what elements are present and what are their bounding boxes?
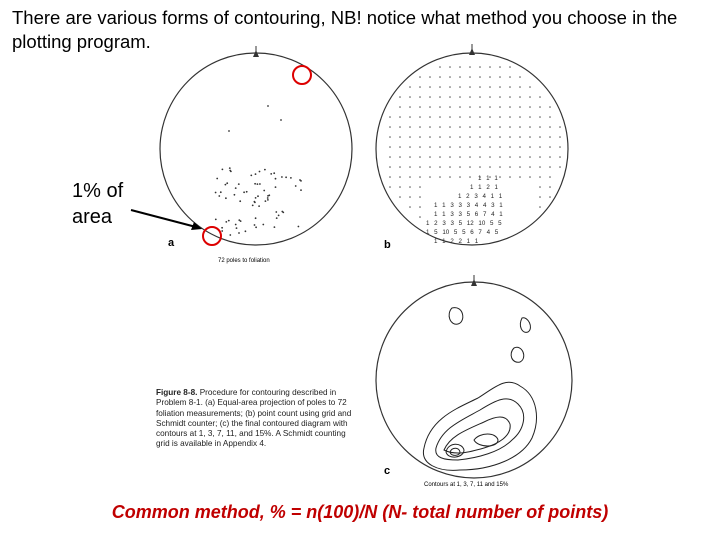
pole-point: [276, 217, 278, 219]
grid-dot: [519, 136, 521, 138]
pole-point: [216, 178, 218, 180]
grid-dot: [409, 176, 411, 178]
grid-dot: [539, 156, 541, 158]
grid-dot: [509, 66, 511, 68]
pole-point: [275, 186, 277, 188]
panel-a-letter: a: [168, 237, 175, 249]
pole-point: [254, 224, 256, 226]
grid-dot: [479, 116, 481, 118]
pole-point: [273, 172, 275, 174]
pole-point: [238, 183, 240, 185]
grid-dot: [389, 156, 391, 158]
grid-dot: [509, 136, 511, 138]
grid-dot: [559, 126, 561, 128]
grid-dot: [419, 186, 421, 188]
grid-dot: [399, 186, 401, 188]
pole-point: [218, 195, 220, 197]
grid-dot: [539, 126, 541, 128]
grid-dot: [499, 66, 501, 68]
grid-dot: [519, 116, 521, 118]
grid-dot: [469, 166, 471, 168]
grid-dot: [519, 76, 521, 78]
pole-point: [252, 205, 254, 207]
grid-dot: [509, 146, 511, 148]
grid-dot: [469, 126, 471, 128]
caption-title: Figure 8-8.: [156, 388, 198, 397]
grid-dot: [439, 116, 441, 118]
grid-dot: [469, 76, 471, 78]
pole-point: [267, 105, 269, 107]
grid-dot: [509, 176, 511, 178]
pole-point: [226, 182, 228, 184]
grid-dot: [549, 186, 551, 188]
pole-point: [228, 220, 230, 222]
grid-dot: [449, 156, 451, 158]
pole-point: [257, 195, 259, 197]
grid-dot: [539, 106, 541, 108]
grid-dot: [559, 166, 561, 168]
pole-point: [259, 183, 261, 185]
grid-dot: [429, 156, 431, 158]
grid-dot: [429, 76, 431, 78]
grid-dot: [399, 116, 401, 118]
pole-point: [257, 183, 259, 185]
grid-dot: [499, 126, 501, 128]
callout-line-1: 1% of: [72, 180, 124, 202]
grid-dot: [519, 156, 521, 158]
grid-dot: [409, 166, 411, 168]
grid-dot: [389, 146, 391, 148]
grid-dot: [409, 146, 411, 148]
grid-dot: [409, 106, 411, 108]
grid-dot: [529, 166, 531, 168]
grid-dot: [439, 76, 441, 78]
grid-dot: [559, 146, 561, 148]
grid-dot: [489, 76, 491, 78]
grid-dot: [549, 136, 551, 138]
grid-dot: [489, 156, 491, 158]
grid-dot: [439, 126, 441, 128]
grid-dot: [549, 196, 551, 198]
pole-point: [246, 191, 248, 193]
grid-dot: [549, 156, 551, 158]
pole-point: [300, 189, 302, 191]
grid-dot: [529, 126, 531, 128]
grid-dot: [429, 96, 431, 98]
grid-dot: [479, 106, 481, 108]
grid-dot: [509, 86, 511, 88]
grid-dot: [409, 116, 411, 118]
grid-dot: [449, 66, 451, 68]
count-row: 1 1 2 1: [470, 184, 498, 191]
grid-dot: [489, 166, 491, 168]
grid-dot: [499, 166, 501, 168]
grid-dot: [439, 156, 441, 158]
grid-dot: [549, 146, 551, 148]
grid-dot: [399, 196, 401, 198]
pole-point: [259, 171, 261, 173]
grid-dot: [469, 86, 471, 88]
grid-dot: [489, 126, 491, 128]
grid-dot: [419, 116, 421, 118]
grid-dot: [539, 196, 541, 198]
grid-dot: [519, 176, 521, 178]
grid-dot: [419, 156, 421, 158]
grid-dot: [519, 86, 521, 88]
grid-dot: [409, 126, 411, 128]
slide-heading: There are various forms of contouring, NB! notice what method you choose in the plotting program.: [12, 7, 678, 52]
grid-dot: [539, 116, 541, 118]
grid-dot: [539, 136, 541, 138]
grid-dot: [419, 76, 421, 78]
grid-dot: [549, 166, 551, 168]
grid-dot: [449, 136, 451, 138]
grid-dot: [469, 66, 471, 68]
grid-dot: [479, 156, 481, 158]
pole-point: [255, 226, 257, 228]
pole-point: [295, 185, 297, 187]
grid-dot: [419, 96, 421, 98]
highlight-circle-bottom: [203, 227, 221, 245]
grid-dot: [489, 96, 491, 98]
grid-dot: [389, 116, 391, 118]
grid-dot: [449, 116, 451, 118]
pole-point: [236, 227, 238, 229]
grid-dot: [459, 66, 461, 68]
grid-dot: [529, 176, 531, 178]
grid-dot: [409, 96, 411, 98]
pole-point: [255, 217, 257, 219]
grid-dot: [429, 106, 431, 108]
pole-point: [239, 200, 241, 202]
grid-dot: [459, 86, 461, 88]
pole-point: [281, 211, 283, 213]
grid-dot: [539, 186, 541, 188]
grid-dot: [419, 136, 421, 138]
stereonet-b: [376, 44, 568, 251]
pole-point: [299, 179, 301, 181]
stereonet-a: [160, 46, 352, 264]
grid-dot: [419, 196, 421, 198]
grid-dot: [499, 176, 501, 178]
grid-dot: [449, 96, 451, 98]
pole-point: [220, 191, 222, 193]
grid-dot: [429, 136, 431, 138]
grid-dot: [499, 146, 501, 148]
point-counts: [426, 175, 503, 245]
panel-b-letter: b: [384, 239, 391, 251]
grid-dot: [479, 136, 481, 138]
grid-dot: [469, 116, 471, 118]
grid-dot: [449, 76, 451, 78]
pole-point: [281, 176, 283, 178]
grid-dot: [489, 136, 491, 138]
pole-point: [265, 200, 267, 202]
contour-lines: [423, 308, 536, 471]
count-row: 1 1 2 2 1 1: [434, 238, 479, 245]
grid-dot: [479, 66, 481, 68]
pole-point: [225, 221, 227, 223]
grid-dot: [419, 86, 421, 88]
caption-text: Procedure for contouring described in Problem 8-1. (a) Equal-area projection of poles to 72 foliation measurements; (b) point count using grid and Schmidt counter; (c) the final contoured diagram with contours at 1, 3, 7, 11, and 15%. A Schmidt counting grid is available in Appendix 4.: [156, 388, 352, 449]
grid-dot: [419, 166, 421, 168]
pole-point: [229, 170, 231, 172]
grid-dot: [399, 96, 401, 98]
grid-dot: [469, 106, 471, 108]
grid-dot: [429, 166, 431, 168]
grid-dot: [389, 166, 391, 168]
pole-point: [262, 224, 264, 226]
grid-dot: [489, 146, 491, 148]
grid-dot: [409, 196, 411, 198]
pole-point: [264, 169, 266, 171]
grid-dot: [429, 86, 431, 88]
grid-dot: [499, 106, 501, 108]
grid-dot: [499, 116, 501, 118]
grid-dot: [559, 136, 561, 138]
grid-dot: [459, 166, 461, 168]
pole-point: [254, 201, 256, 203]
grid-dot: [529, 96, 531, 98]
stereonet-c: [376, 275, 572, 488]
pole-point: [270, 173, 272, 175]
grid-dot: [449, 146, 451, 148]
grid-dot: [389, 136, 391, 138]
grid-dot: [449, 106, 451, 108]
pole-point: [274, 226, 276, 228]
grid-dot: [419, 146, 421, 148]
grid-dot: [549, 176, 551, 178]
pole-point: [245, 230, 247, 232]
pole-point: [267, 199, 269, 201]
grid-dot: [439, 146, 441, 148]
pole-point: [225, 197, 227, 199]
grid-dot: [509, 76, 511, 78]
grid-dot: [469, 96, 471, 98]
grid-dot: [489, 86, 491, 88]
count-row: 1 1 3 3 3 4 4 3 1: [434, 202, 503, 209]
grid-dot: [499, 96, 501, 98]
grid-dot: [439, 166, 441, 168]
grid-dot: [399, 166, 401, 168]
count-row: 1 5 10 5 5 6 7 4 5: [426, 229, 499, 236]
grid-dot: [419, 126, 421, 128]
pole-point: [250, 175, 252, 177]
grid-dot: [539, 176, 541, 178]
grid-dot: [409, 86, 411, 88]
grid-dot: [449, 176, 451, 178]
grid-dot: [419, 176, 421, 178]
grid-dot: [419, 206, 421, 208]
pole-point: [255, 173, 257, 175]
grid-dot: [529, 156, 531, 158]
pole-point: [290, 177, 292, 179]
grid-dot: [479, 96, 481, 98]
grid-dot: [449, 86, 451, 88]
grid-dot: [499, 156, 501, 158]
pole-point: [228, 130, 230, 132]
grid-dot: [459, 116, 461, 118]
pole-point: [267, 197, 269, 199]
grid-dot: [519, 96, 521, 98]
grid-dot: [389, 176, 391, 178]
count-row: 1 1 1: [478, 175, 498, 182]
grid-dot: [399, 176, 401, 178]
grid-dot: [389, 126, 391, 128]
grid-dot: [409, 206, 411, 208]
grid-dot: [459, 136, 461, 138]
pole-point: [285, 176, 287, 178]
grid-dot: [459, 96, 461, 98]
grid-dot: [539, 96, 541, 98]
grid-dot: [539, 166, 541, 168]
pole-point: [215, 219, 217, 221]
count-row: 1 1 3 3 5 6 7 4 1: [434, 211, 503, 218]
grid-dot: [529, 106, 531, 108]
grid-dot: [399, 106, 401, 108]
grid-dot: [399, 156, 401, 158]
grid-dot: [469, 146, 471, 148]
grid-dot: [479, 166, 481, 168]
grid-dot: [449, 166, 451, 168]
pole-point: [280, 119, 282, 121]
grid-dot: [439, 136, 441, 138]
grid-dot: [469, 136, 471, 138]
grid-dot: [419, 106, 421, 108]
grid-dot: [409, 156, 411, 158]
grid-dot: [529, 146, 531, 148]
callout-line-2: area: [72, 206, 113, 228]
grid-dot: [509, 156, 511, 158]
grid-dot: [419, 216, 421, 218]
grid-dot: [509, 126, 511, 128]
pole-point: [255, 197, 257, 199]
pole-point: [275, 211, 277, 213]
grid-dot: [499, 86, 501, 88]
grid-dot: [559, 156, 561, 158]
pole-points-a: [215, 105, 302, 236]
pole-point: [238, 219, 240, 221]
panel-a-note: 72 poles to foliation: [218, 258, 270, 264]
grid-dot: [509, 96, 511, 98]
highlight-circle-top: [293, 66, 311, 84]
grid-dot: [429, 146, 431, 148]
callout-label: [72, 178, 123, 230]
callout-arrowhead: [191, 222, 202, 230]
grid-dot: [519, 166, 521, 168]
pole-point: [222, 169, 224, 171]
grid-dot: [479, 86, 481, 88]
grid-dot: [529, 136, 531, 138]
grid-dot: [399, 136, 401, 138]
grid-dot: [539, 206, 541, 208]
pole-point: [268, 194, 270, 196]
grid-dot: [519, 106, 521, 108]
pole-point: [234, 194, 236, 196]
count-row: 1 2 3 3 5 12 10 5 5: [426, 220, 502, 227]
grid-dot: [479, 76, 481, 78]
grid-dot: [429, 116, 431, 118]
grid-dot: [479, 146, 481, 148]
grid-dot: [459, 76, 461, 78]
grid-dot: [399, 126, 401, 128]
pole-point: [298, 226, 300, 228]
grid-dot: [459, 156, 461, 158]
grid-dot: [459, 126, 461, 128]
grid-dot: [409, 136, 411, 138]
grid-dot: [489, 66, 491, 68]
grid-dot: [479, 126, 481, 128]
panel-c-letter: c: [384, 465, 391, 477]
grid-dot: [549, 126, 551, 128]
pole-point: [254, 183, 256, 185]
grid-dot: [549, 116, 551, 118]
grid-dot: [489, 116, 491, 118]
grid-dot: [519, 126, 521, 128]
grid-dot: [509, 106, 511, 108]
pole-point: [221, 227, 223, 229]
grid-dot: [499, 136, 501, 138]
grid-dot: [529, 86, 531, 88]
grid-dot: [439, 86, 441, 88]
pole-point: [229, 167, 231, 169]
grid-dot: [389, 186, 391, 188]
grid-dot: [459, 106, 461, 108]
grid-dot: [439, 106, 441, 108]
grid-dot: [469, 176, 471, 178]
pole-point: [263, 190, 265, 192]
pole-point: [275, 178, 277, 180]
pole-point: [235, 224, 237, 226]
grid-dot: [439, 176, 441, 178]
pole-point: [225, 184, 227, 186]
pole-point: [278, 215, 280, 217]
pole-point: [235, 187, 237, 189]
grid-dot: [529, 116, 531, 118]
grid-dot: [549, 106, 551, 108]
pole-point: [238, 232, 240, 234]
grid-dot: [509, 166, 511, 168]
grid-dot: [539, 146, 541, 148]
callout-arrow: [131, 210, 196, 227]
grid-dot: [509, 116, 511, 118]
grid-dot: [469, 156, 471, 158]
grid-dot: [429, 176, 431, 178]
grid-dot: [489, 106, 491, 108]
figure-caption: [156, 388, 352, 450]
panel-c-note: Contours at 1, 3, 7, 11 and 15%: [424, 482, 509, 488]
grid-dot: [399, 146, 401, 148]
pole-point: [215, 192, 217, 194]
grid-dot: [449, 126, 451, 128]
grid-dot: [459, 146, 461, 148]
grid-dot: [409, 186, 411, 188]
grid-dot: [519, 146, 521, 148]
grid-dot: [429, 126, 431, 128]
grid-dot: [459, 176, 461, 178]
grid-dot: [439, 66, 441, 68]
pole-point: [243, 191, 245, 193]
footer-formula: Common method, % = n(100)/N (N- total number of points): [111, 502, 609, 522]
count-row: 1 2 3 4 1 1: [458, 193, 503, 200]
pole-point: [258, 205, 260, 207]
grid-dot: [499, 76, 501, 78]
pole-point: [221, 230, 223, 232]
pole-point: [229, 234, 231, 236]
grid-dot: [439, 96, 441, 98]
